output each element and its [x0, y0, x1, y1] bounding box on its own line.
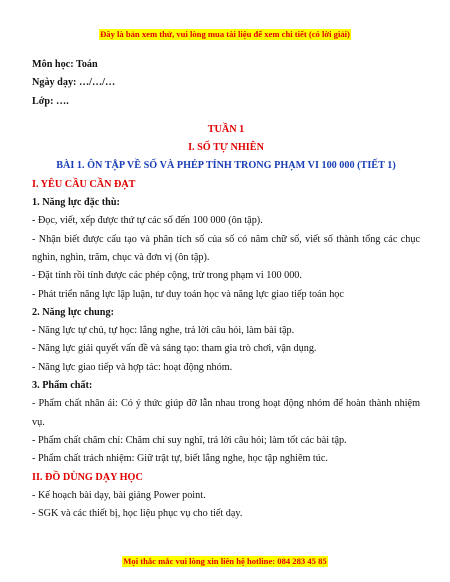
list-item: - SGK và các thiết bị, học liệu phục vụ cho tiết dạy. [32, 508, 243, 520]
preview-banner-text: Đây là bản xem thử, vui lòng mua tài liệu để xem chi tiết (có lời giải) [100, 29, 350, 39]
chapter-title: I. SỐ TỰ NHIÊN [188, 142, 264, 154]
general-competence-heading: 2. Năng lực chung: [32, 306, 114, 318]
hotline-footer-text: Mọi thắc mắc vui lòng xin liên hệ hotline: 084 283 45 85 [123, 556, 327, 566]
list-item: - Đọc, viết, xếp được thứ tự các số đến 100 000 (ôn tập). [32, 215, 263, 227]
subject-line: Môn học: Toán [32, 59, 98, 70]
hotline-footer [0, 551, 450, 569]
lesson-title: BÀI 1. ÔN TẬP VỀ SỐ VÀ PHÉP TÍNH TRONG PHẠM VI 100 000 (TIẾT 1) [56, 160, 396, 172]
qualities-heading: 3. Phẩm chất: [32, 380, 93, 392]
list-item: - Phát triển năng lực lập luận, tư duy toán học và năng lực giao tiếp toán học [32, 288, 344, 300]
list-item: - Năng lực giao tiếp và hợp tác: hoạt động nhóm. [32, 361, 233, 373]
requirements-heading: I. YÊU CẦU CẦN ĐẠT [32, 178, 136, 190]
list-item: - Phẩm chất nhân ái: Có ý thức giúp đỡ lẫn nhau trong hoạt động nhóm để hoàn thành nhiệm vụ. [32, 398, 420, 428]
list-item: - Năng lực tự chủ, tự học: lắng nghe, trả lời câu hỏi, làm bài tập. [32, 325, 295, 337]
materials-heading: II. ĐỒ DÙNG DẠY HỌC [32, 471, 143, 483]
list-item: - Năng lực giải quyết vấn đề và sáng tạo: tham gia trò chơi, vận dụng. [32, 343, 317, 355]
list-item: - Nhận biết được cấu tạo và phân tích số của số có năm chữ số, viết số thành tổng các chục nghìn, nghìn, trăm, chục và đơn vị (ôn tập). [32, 233, 420, 263]
document-body [32, 56, 420, 523]
class-line: Lớp: …. [32, 95, 69, 107]
list-item: - Phẩm chất chăm chỉ: Chăm chỉ suy nghĩ, trả lời câu hỏi; làm tốt các bài tập. [32, 434, 347, 446]
date-line: Ngày dạy: …/…/… [32, 77, 116, 89]
list-item: - Kế hoạch bài dạy, bài giảng Power point. [32, 489, 206, 501]
week-title: TUẦN 1 [207, 123, 245, 135]
specific-competence-heading: 1. Năng lực đặc thù: [32, 197, 120, 209]
preview-banner [0, 24, 450, 42]
list-item: - Đặt tính rồi tính được các phép cộng, trừ trong phạm vi 100 000. [32, 270, 302, 282]
list-item: - Phẩm chất trách nhiệm: Giữ trật tự, biết lắng nghe, học tập nghiêm túc. [32, 453, 328, 465]
